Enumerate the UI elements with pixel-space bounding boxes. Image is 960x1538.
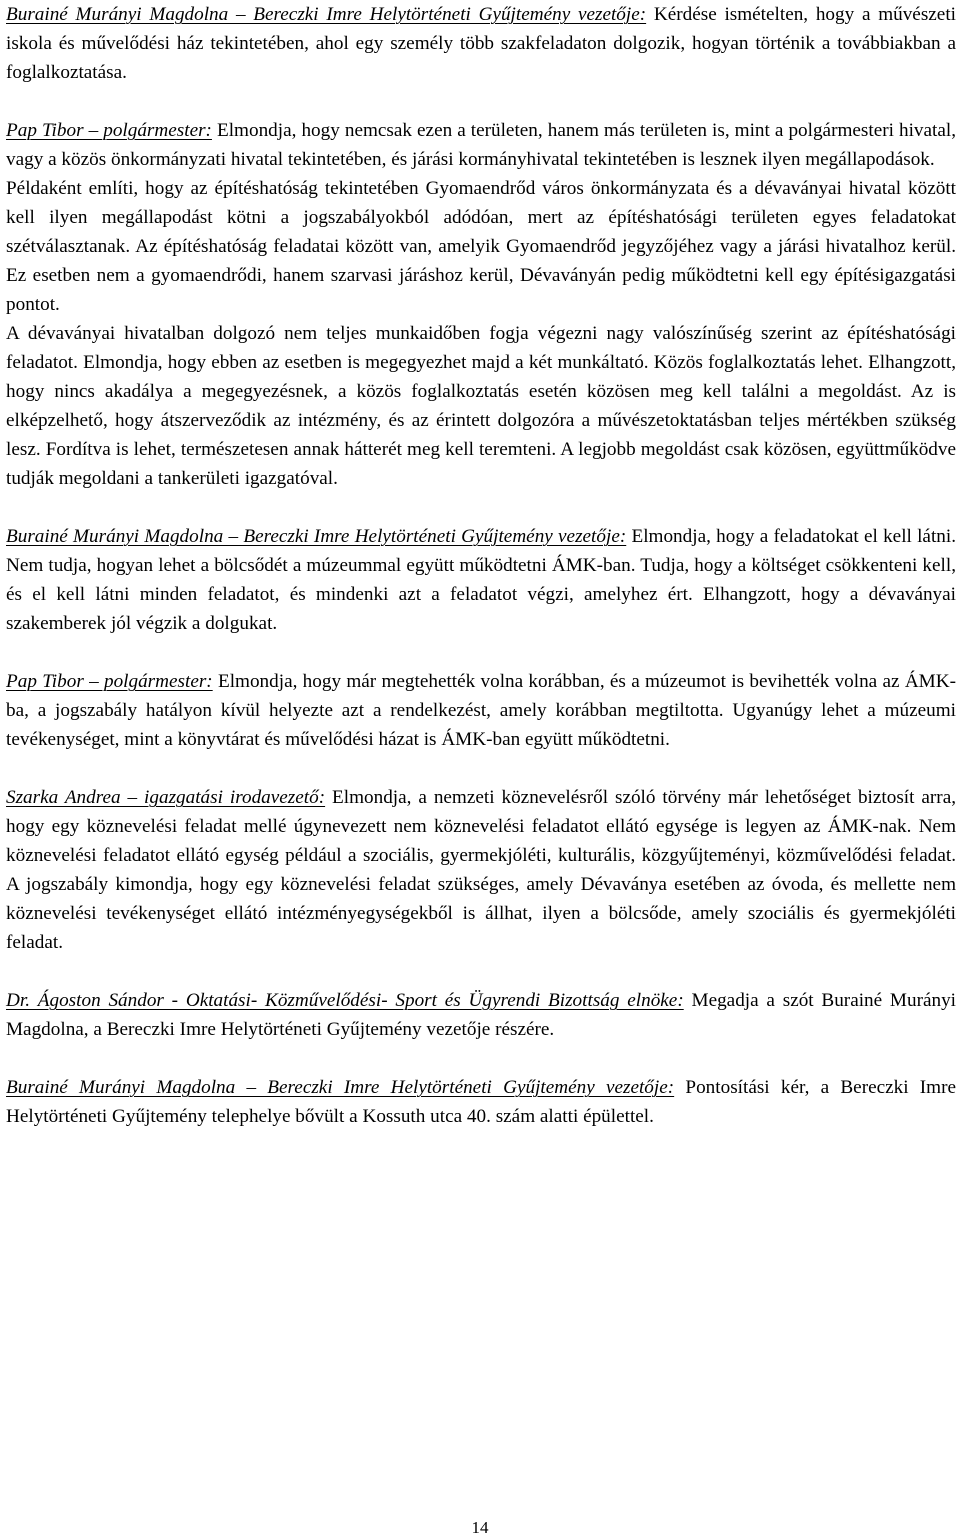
paragraph-text: Elmondja, a nemzeti köznevelésről szóló törvény már lehetőséget biztosít arra, hogy egy köznevelési feladat mellé úgynevezett nem köznevelési feladatot ellátó egysége is legyen az ÁMK-nak. Nem köznevelési feladatot ellátó egység például a szociális, gyermekjóléti, kulturális, közgyűjteményi, közművelődési feladat. A jogszabály kimondja, hogy egy köznevelési feladat szükséges, amely Dévaványa esetében az óvoda, és mellette nem köznevelési tevékenységet ellátó intézményegységekből is állhat, ilyen a bölcsőde, amely szociális és gyermekjóléti feladat. (6, 787, 957, 953)
paragraph-text: Megadja a szót Burainé Murányi Magdolna, a Bereczki Imre Helytörténeti Gyűjtemény vezetője részére. (6, 990, 957, 1040)
paragraph-text: Pontosítási kér, a Bereczki Imre Helytörténeti Gyűjtemény telephelye bővült a Kossuth utca 40. szám alatti épülettel. (6, 1077, 957, 1127)
speaker-name: Burainé Murányi Magdolna – Bereczki Imre Helytörténeti Gyűjtemény vezetője: (6, 1077, 675, 1098)
paragraph-text: Elmondja, hogy a feladatokat el kell látni. Nem tudja, hogyan lehet a bölcsődét a múzeummal együtt működtetni ÁMK-ban. Tudja, hogy a költséget csökkenteni kell, és el kell látni minden feladatot, és mindenki azt a feladatot végzi, amelyhez ért. Elhangzott, hogy a dévaványai szakemberek jól végzik a dolgukat. (6, 526, 956, 634)
paragraph-text: Kérdése ismételten, hogy a művészeti iskola és művelődési ház tekintetében, ahol egy személy több szakfeladaton dolgozik, hogyan történik a továbbiakban a foglalkoztatása. (6, 4, 956, 83)
paragraph (6, 522, 956, 638)
paragraph-text: A dévaványai hivatalban dolgozó nem teljes munkaidőben fogja végezni nagy valószínűség szerint az építéshatósági feladatot. Elmondja, hogy ebben az esetben is megegyezhet majd a két munkáltató. Közös foglalkoztatás lehet. Elhangzott, hogy nincs akadálya a megegyezésnek, a közös foglalkoztatás esetén közösen meg kell találni a megoldást. Az is elképzelhető, hogy átszerveződik az intézmény, és az érintett dolgozóra a művészetoktatásban teljes mértékben szükség lesz. Fordítva is lehet, természetesen annak hátterét meg kell teremteni. A legjobb megoldást csak közösen, együttműködve tudják megoldani a tankerületi igazgatóval. (6, 323, 956, 489)
paragraph (6, 174, 956, 319)
document-page (6, 0, 956, 1131)
paragraph (6, 319, 956, 493)
paragraph-text: Példaként említi, hogy az építéshatóság tekintetében Gyomaendrőd város önkormányzata és a dévaványai hivatal között kell ilyen megállapodást kötni a jogszabályokból adódóan, mert az építéshatósági területen egyes feladatokat szétválasztanak. Az építéshatóság feladatai között van, amelyik Gyomaendrőd jegyzőjéhez vagy a járási hivatalhoz kerül. Ez esetben nem a gyomaendrődi, hanem szarvasi járáshoz kerül, Dévaványán pedig működtetni kell egy építésigazgatási pontot. (6, 178, 956, 315)
speaker-name: Pap Tibor – polgármester: (6, 671, 213, 692)
page-number: 14 (471, 1518, 489, 1537)
paragraph-text: Elmondja, hogy nemcsak ezen a területen, hanem más területen is, mint a polgármesteri hivatal, vagy a közös önkormányzati hivatal tekintetében, és járási kormányhivatal tekintetében is lesznek ilyen megállapodások. (6, 120, 956, 170)
speaker-name: Dr. Ágoston Sándor - Oktatási- Közművelődési- Sport és Ügyrendi Bizottság elnöke: (6, 990, 684, 1011)
paragraph (6, 0, 956, 87)
speaker-name: Szarka Andrea – igazgatási irodavezető: (6, 787, 326, 808)
speaker-name: Burainé Murányi Magdolna – Bereczki Imre Helytörténeti Gyűjtemény vezetője: (6, 4, 647, 25)
speaker-name: Burainé Murányi Magdolna – Bereczki Imre Helytörténeti Gyűjtemény vezetője: (6, 526, 627, 547)
paragraph (6, 1073, 956, 1131)
paragraph (6, 986, 956, 1044)
speaker-name: Pap Tibor – polgármester: (6, 120, 212, 141)
paragraph (6, 667, 956, 754)
paragraph (6, 116, 956, 174)
paragraph-text: Elmondja, hogy már megtehették volna korábban, és a múzeumot is bevihették volna az ÁMK-ba, a jogszabály hatályon kívül helyezte azt a rendelkezést, amely korábban megtiltotta. Ugyanúgy lehet a múzeumi tevékenységet, mint a könyvtárat és művelődési házat is ÁMK-ban együtt működtetni. (6, 671, 956, 750)
paragraph (6, 783, 956, 957)
